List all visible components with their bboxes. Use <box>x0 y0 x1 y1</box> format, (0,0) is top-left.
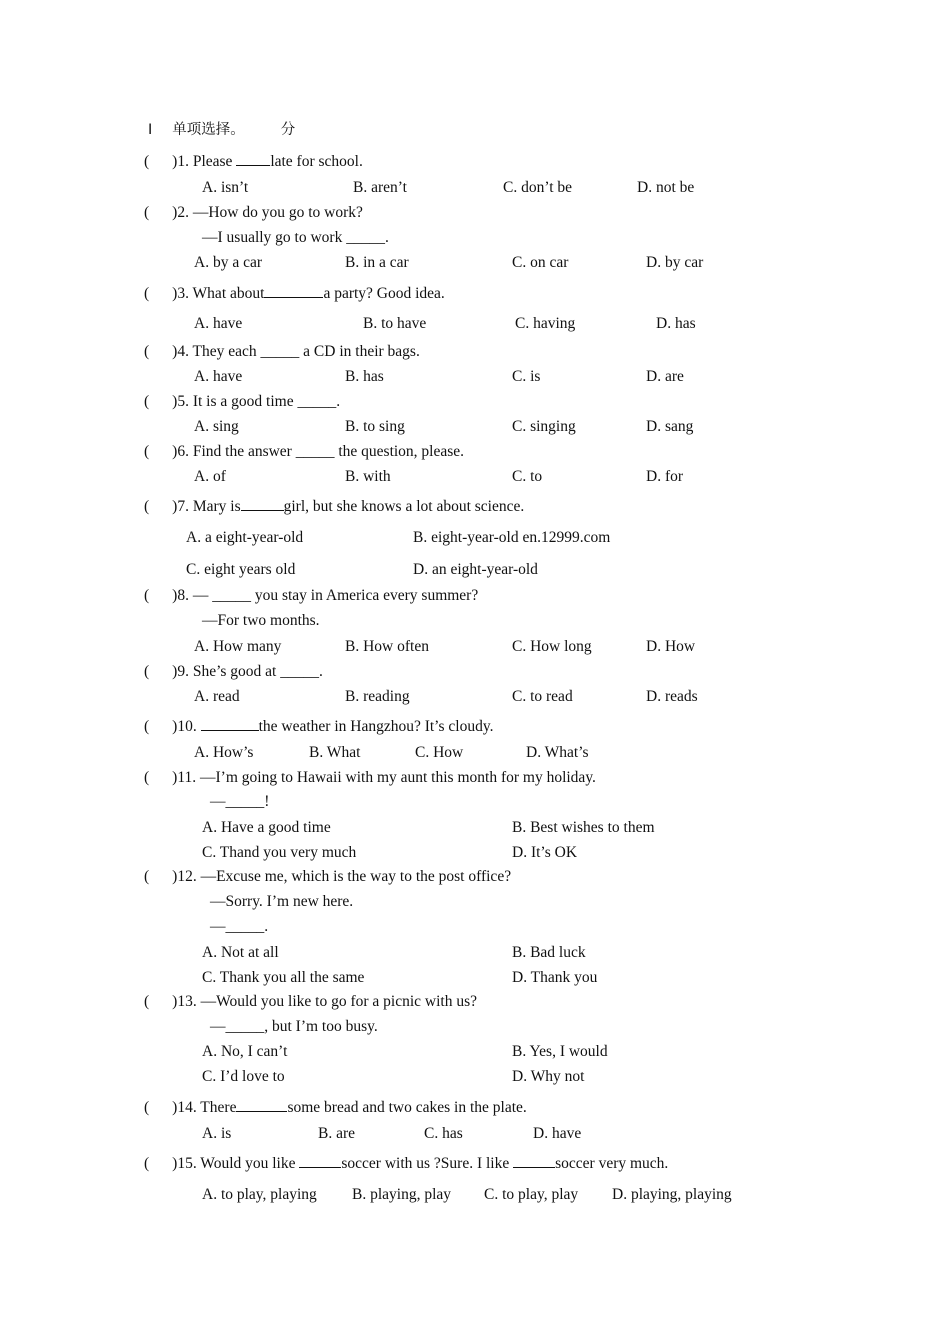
option-a: A. read <box>194 688 240 705</box>
option-c: C. to play, play <box>484 1186 579 1203</box>
option-b: B. Yes, I would <box>512 1043 608 1060</box>
option-a: A. by a car <box>194 254 262 271</box>
answer-paren: ( <box>144 663 150 680</box>
question-text-after: soccer very much. <box>555 1155 669 1172</box>
answer-paren: ( <box>144 343 150 360</box>
question-text-after: late for school. <box>270 153 363 170</box>
answer-paren: ( <box>144 1155 150 1172</box>
dialogue-reply: —Sorry. I’m new here. <box>210 893 354 910</box>
option-c: C. has <box>424 1125 463 1142</box>
question-9 <box>144 662 323 682</box>
option-d: D. How <box>646 638 696 655</box>
option-c: C. having <box>515 315 576 332</box>
answer-paren: ( <box>144 153 150 170</box>
section-header <box>148 120 295 140</box>
option-a: A. sing <box>194 418 239 435</box>
option-b: B. to have <box>363 315 427 332</box>
answer-paren: ( <box>144 718 150 735</box>
option-a: A. to play, playing <box>202 1186 317 1203</box>
option-a: A. No, I can’t <box>202 1043 288 1060</box>
question-text-after: some bread and two cakes in the plate. <box>287 1099 527 1116</box>
question-10 <box>144 716 493 736</box>
option-a: A. Have a good time <box>202 819 331 836</box>
option-d: D. Thank you <box>512 969 598 986</box>
section-score: 分 <box>280 122 296 138</box>
option-b: B. to sing <box>345 418 405 435</box>
option-d: D. reads <box>646 688 698 705</box>
question-text-after: girl, but she knows a lot about science. <box>283 498 525 515</box>
option-d: D. have <box>533 1125 582 1142</box>
option-a: A. How’s <box>194 744 254 761</box>
option-c: C. on car <box>512 254 569 271</box>
answer-paren: ( <box>144 868 150 885</box>
option-c: C. I’d love to <box>202 1068 285 1085</box>
option-c: C. How <box>415 744 464 761</box>
dialogue-reply-2: —_____. <box>210 918 269 935</box>
answer-paren: ( <box>144 393 150 410</box>
option-c: C. Thand you very much <box>202 844 357 861</box>
answer-blank <box>241 496 284 511</box>
option-b: B. How often <box>345 638 429 655</box>
option-d: D. for <box>646 468 684 485</box>
question-11 <box>144 768 596 788</box>
option-b: B. are <box>318 1125 356 1142</box>
question-4 <box>144 342 420 362</box>
option-b: B. What <box>309 744 361 761</box>
question-8 <box>144 586 478 606</box>
option-d: D. are <box>646 368 684 385</box>
question-text: )5. It is a good time _____. <box>172 393 341 410</box>
option-c: C. to <box>512 468 543 485</box>
answer-paren: ( <box>144 498 150 515</box>
question-text-middle: soccer with us ?Sure. I like <box>341 1155 514 1172</box>
question-13 <box>144 992 477 1012</box>
question-text-after: a party? Good idea. <box>323 285 445 302</box>
question-text: )10. <box>172 718 201 735</box>
question-3 <box>144 283 445 303</box>
option-d: D. sang <box>646 418 694 435</box>
option-b: B. eight-year-old en.12999.com <box>413 529 611 546</box>
question-text: )14. There <box>172 1099 237 1116</box>
option-a: A. How many <box>194 638 282 655</box>
option-d: D. by car <box>646 254 704 271</box>
answer-blank <box>264 283 323 298</box>
option-b: B. Best wishes to them <box>512 819 655 836</box>
option-a: A. of <box>194 468 226 485</box>
answer-blank <box>201 716 259 731</box>
dialogue-reply: —_____! <box>210 793 270 810</box>
option-d: D. not be <box>637 179 695 196</box>
question-5 <box>144 392 340 412</box>
option-d: D. an eight-year-old <box>413 561 538 578</box>
option-b: B. reading <box>345 688 410 705</box>
option-a: A. a eight-year-old <box>186 529 304 546</box>
option-c: C. is <box>512 368 541 385</box>
answer-paren: ( <box>144 1099 150 1116</box>
question-7 <box>144 496 524 516</box>
option-d: D. Why not <box>512 1068 585 1085</box>
answer-blank <box>236 1097 287 1112</box>
question-text-after: the weather in Hangzhou? It’s cloudy. <box>258 718 494 735</box>
dialogue-reply: —For two months. <box>202 612 320 629</box>
question-text: )4. They each _____ a CD in their bags. <box>172 343 420 360</box>
question-text: )11. —I’m going to Hawaii with my aunt this month for my holiday. <box>172 769 596 786</box>
answer-paren: ( <box>144 204 150 221</box>
question-1 <box>144 151 363 171</box>
answer-blank <box>299 1153 341 1168</box>
option-c: C. How long <box>512 638 592 655</box>
question-text: )9. She’s good at _____. <box>172 663 323 680</box>
question-text: )3. What about <box>172 285 265 302</box>
question-14 <box>144 1097 527 1117</box>
option-c: C. eight years old <box>186 561 296 578</box>
question-text: )2. —How do you go to work? <box>172 204 363 221</box>
answer-paren: ( <box>144 993 150 1010</box>
option-a: A. have <box>194 315 243 332</box>
question-text: )8. — _____ you stay in America every summer? <box>172 587 479 604</box>
option-c: C. Thank you all the same <box>202 969 365 986</box>
answer-paren: ( <box>144 443 150 460</box>
option-d: D. playing, playing <box>612 1186 732 1203</box>
option-b: B. Bad luck <box>512 944 586 961</box>
question-text: )1. Please <box>172 153 237 170</box>
answer-blank-2 <box>513 1153 555 1168</box>
question-text: )13. —Would you like to go for a picnic with us? <box>172 993 477 1010</box>
question-text: )6. Find the answer _____ the question, please. <box>172 443 465 460</box>
option-d: D. has <box>656 315 696 332</box>
answer-paren: ( <box>144 587 150 604</box>
option-d: D. What’s <box>526 744 589 761</box>
option-b: B. has <box>345 368 384 385</box>
section-title: 单项选择。 <box>172 122 245 138</box>
dialogue-reply: —I usually go to work _____. <box>202 229 389 246</box>
question-12 <box>144 867 511 887</box>
option-a: A. have <box>194 368 243 385</box>
answer-paren: ( <box>144 769 150 786</box>
section-numeral: Ⅰ <box>148 122 153 138</box>
question-6 <box>144 442 464 462</box>
option-c: C. singing <box>512 418 576 435</box>
option-c: C. don’t be <box>503 179 573 196</box>
question-text: )7. Mary is <box>172 498 241 515</box>
option-c: C. to read <box>512 688 573 705</box>
question-15 <box>144 1153 668 1173</box>
option-b: B. in a car <box>345 254 409 271</box>
option-a: A. Not at all <box>202 944 279 961</box>
option-b: B. with <box>345 468 391 485</box>
answer-paren: ( <box>144 285 150 302</box>
dialogue-reply: —_____, but I’m too busy. <box>210 1018 378 1035</box>
option-b: B. aren’t <box>353 179 407 196</box>
option-a: A. isn’t <box>202 179 249 196</box>
option-b: B. playing, play <box>352 1186 452 1203</box>
question-text: )12. —Excuse me, which is the way to the post office? <box>172 868 512 885</box>
answer-blank <box>236 151 270 166</box>
option-a: A. is <box>202 1125 232 1142</box>
question-2 <box>144 203 363 223</box>
question-text: )15. Would you like <box>172 1155 300 1172</box>
option-d: D. It’s OK <box>512 844 578 861</box>
